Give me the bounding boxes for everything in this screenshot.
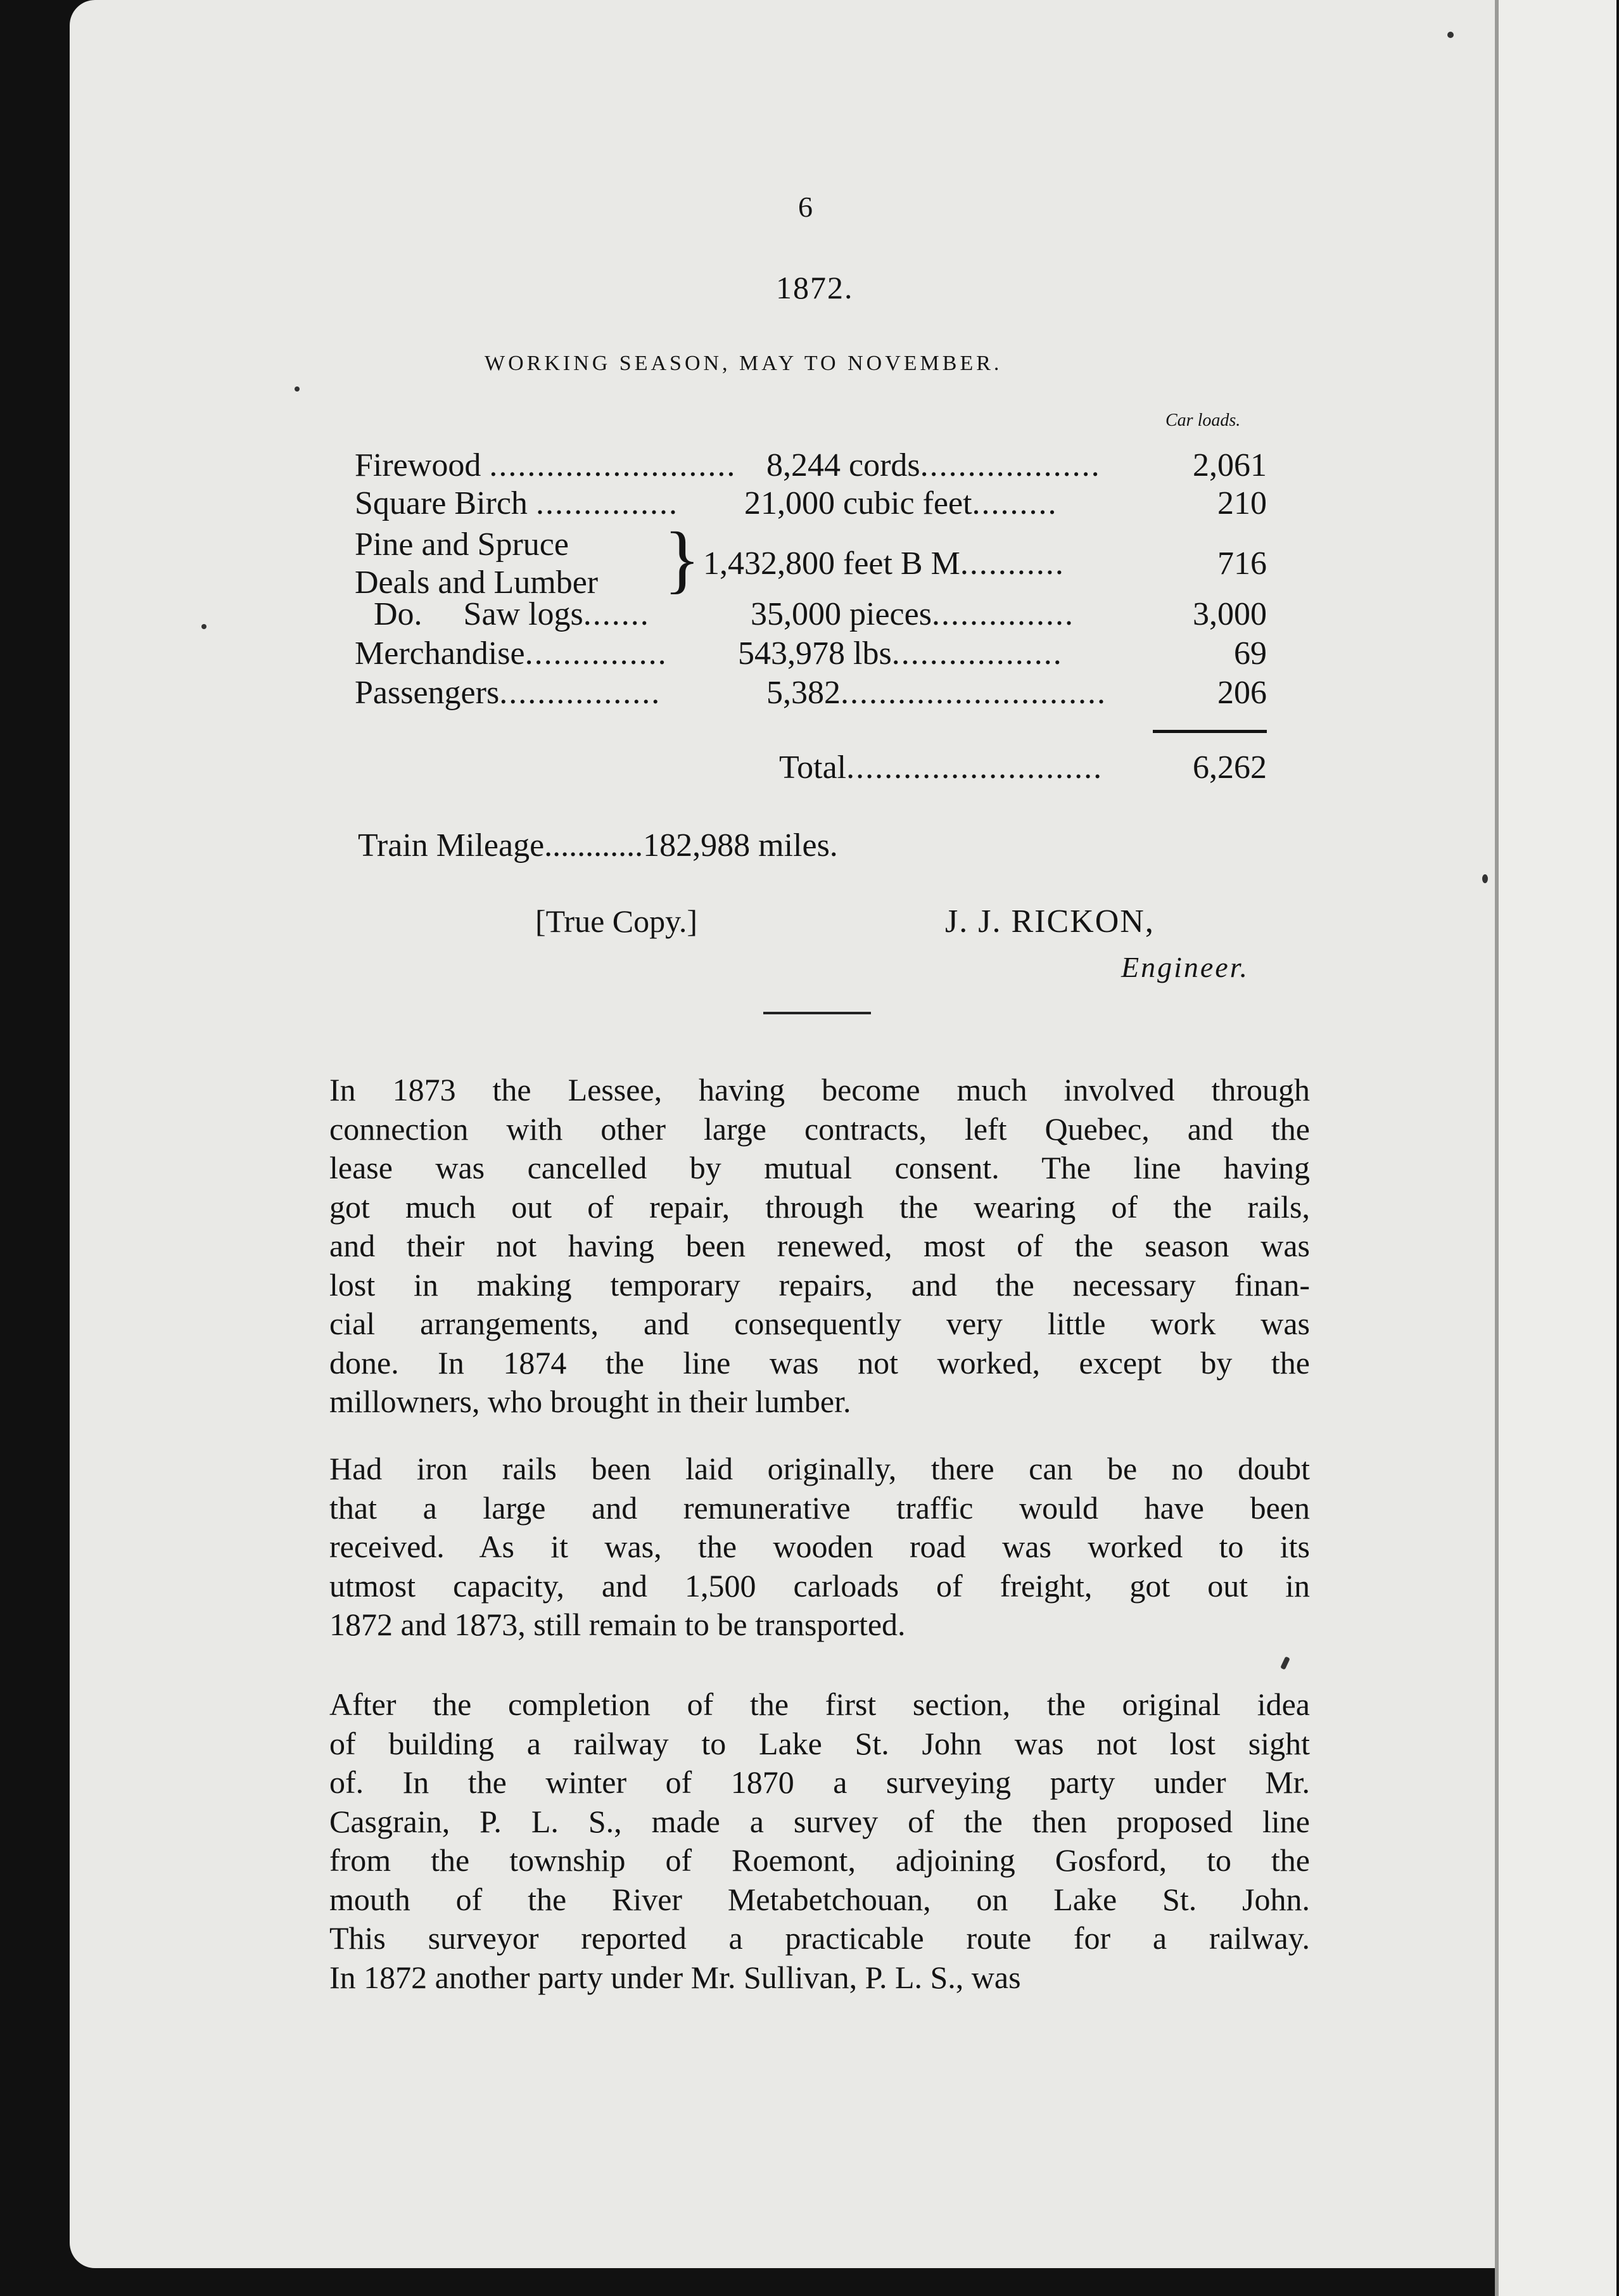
row-quantity: 543,978 lbs.................. — [738, 635, 1063, 672]
total-label: Total........................... — [779, 749, 1103, 786]
ink-speck — [201, 624, 206, 629]
paragraph — [329, 1071, 1310, 1422]
row-item: Passengers................. — [355, 675, 661, 711]
paragraph-line: millowners, who brought in their lumber. — [329, 1384, 851, 1419]
paragraph-line: got much out of repair, through the wearing of the rails, — [329, 1189, 1310, 1225]
total-row — [355, 749, 1267, 787]
paragraph-line: After the completion of the first section, the original idea — [329, 1687, 1310, 1722]
row-item: Do. Saw logs....... — [374, 596, 650, 632]
row-quantity: 5,382............................ — [766, 675, 1107, 711]
signer-title: Engineer. — [1121, 951, 1250, 983]
paragraph — [329, 1450, 1310, 1645]
row-item-line2: Deals and Lumber — [355, 564, 599, 601]
table-row — [355, 485, 1267, 523]
table-row — [355, 447, 1267, 485]
paragraph-line: mouth of the River Metabetchouan, on Lake St. John. — [329, 1881, 1310, 1917]
paragraph-line: In 1873 the Lessee, having become much involved through — [329, 1072, 1310, 1107]
row-quantity: 21,000 cubic feet......... — [744, 485, 1058, 521]
year-heading: 1872. — [776, 270, 854, 305]
page-number: 6 — [798, 191, 813, 223]
table-row — [355, 674, 1267, 712]
paragraph-line: Casgrain, P. L. S., made a survey of the then proposed line — [329, 1803, 1310, 1839]
carloads-column-header: Car loads. — [1165, 411, 1241, 430]
paragraph-line: connection with other large contracts, left Quebec, and the — [329, 1111, 1310, 1147]
train-mileage: Train Mileage............182,988 miles. — [358, 827, 838, 864]
ink-speck — [295, 386, 300, 392]
table-row — [355, 635, 1267, 673]
row-carloads: 206 — [1217, 675, 1267, 711]
paragraph-line: In 1872 another party under Mr. Sullivan, P. L. S., was — [329, 1959, 1021, 1995]
row-carloads: 2,061 — [1193, 447, 1267, 483]
adjacent-page-edge — [1495, 0, 1616, 2296]
paragraph-line: from the township of Roemont, adjoining Gosford, to the — [329, 1842, 1310, 1878]
true-copy-note: [True Copy.] — [535, 903, 698, 939]
row-item-line1: Pine and Spruce — [355, 526, 569, 563]
paragraph-line: and their not having been renewed, most of the season was — [329, 1228, 1310, 1263]
signer-name: J. J. RICKON, — [945, 903, 1155, 940]
table-row — [355, 596, 1267, 634]
ink-speck — [1447, 32, 1454, 38]
row-item: Firewood .......................... — [355, 447, 737, 483]
row-quantity: 1,432,800 feet B M........... — [703, 545, 1065, 582]
ink-speck — [1482, 874, 1488, 883]
row-carloads: 3,000 — [1193, 596, 1267, 632]
row-carloads: 716 — [1217, 545, 1267, 582]
row-quantity: 35,000 pieces............... — [751, 596, 1074, 632]
paragraph-line: 1872 and 1873, still remain to be transported. — [329, 1607, 906, 1642]
row-item: Merchandise............... — [355, 635, 668, 672]
row-quantity: 8,244 cords................... — [766, 447, 1101, 483]
paragraph-line: of. In the winter of 1870 a surveying party under Mr. — [329, 1764, 1310, 1800]
season-heading: WORKING SEASON, MAY TO NOVEMBER. — [485, 352, 1003, 375]
total-carloads: 6,262 — [1193, 749, 1267, 786]
brace-icon: } — [664, 516, 701, 601]
row-carloads: 69 — [1234, 635, 1267, 672]
paragraph-line: lost in making temporary repairs, and the necessary finan- — [329, 1266, 1310, 1303]
paragraph-line: utmost capacity, and 1,500 carloads of freight, got out in — [329, 1567, 1310, 1604]
row-item: Square Birch ............... — [355, 485, 678, 521]
paragraph-line: that a large and remunerative traffic would have been — [329, 1489, 1310, 1526]
table-row — [355, 545, 1267, 583]
paragraph-line: Had iron rails been laid originally, there can be no doubt — [329, 1451, 1310, 1486]
paragraph-line: lease was cancelled by mutual consent. The line having — [329, 1150, 1310, 1185]
total-rule — [1153, 730, 1267, 733]
section-divider — [763, 1012, 871, 1014]
paragraph-line: of building a railway to Lake St. John was not lost sight — [329, 1725, 1310, 1761]
paragraph-line: This surveyor reported a practicable route for a railway. — [329, 1920, 1310, 1956]
paragraph-line: done. In 1874 the line was not worked, except by the — [329, 1344, 1310, 1381]
row-carloads: 210 — [1217, 485, 1267, 521]
paragraph-line: cial arrangements, and consequently very little work was — [329, 1306, 1310, 1341]
paragraph — [329, 1685, 1310, 1997]
paragraph-line: received. As it was, the wooden road was worked to its — [329, 1529, 1310, 1564]
